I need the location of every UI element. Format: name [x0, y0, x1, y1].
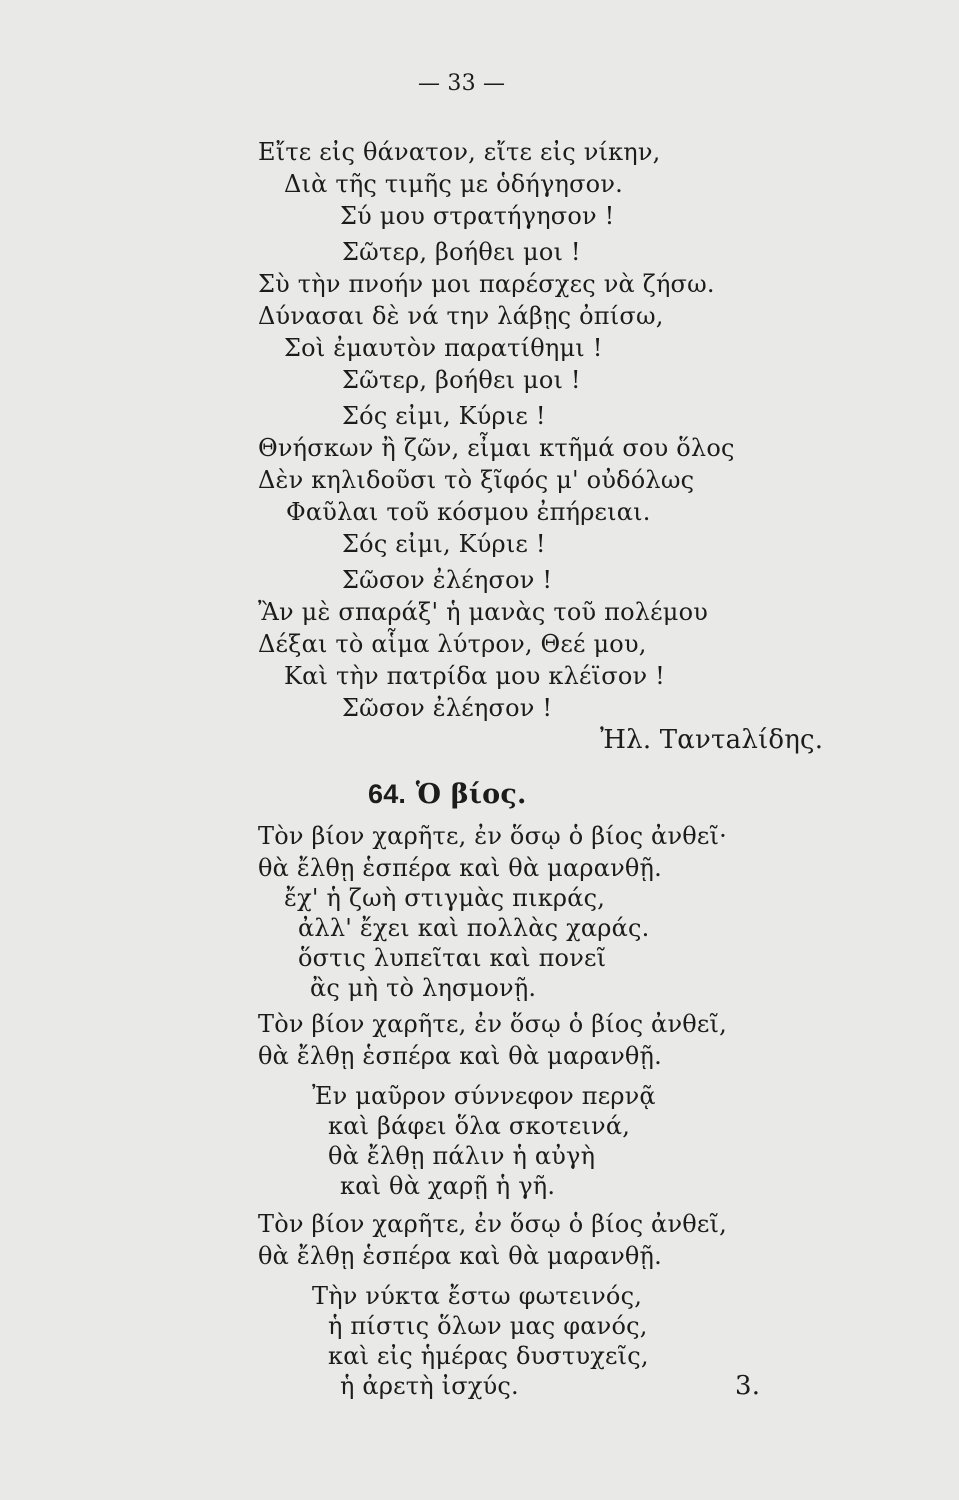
poem-1-line: Σός εἰμι, Κύριε ! — [342, 530, 546, 558]
poem-2-line: Ἐν μαῦρον σύννεφον περνᾷ — [312, 1082, 656, 1110]
signature-mark: 3. — [735, 1371, 761, 1401]
poem-1-line: Διὰ τῆς τιμῆς με ὁδήγησον. — [284, 170, 623, 198]
poem-1-line: Καὶ τὴν πατρίδα μου κλέϊσον ! — [284, 662, 665, 690]
poem-2-line: καὶ θὰ χαρῇ ἡ γῆ. — [340, 1172, 556, 1200]
section-heading — [368, 780, 527, 809]
poem-1-line: Σῶσον ἐλέησον ! — [342, 566, 553, 594]
section-title: Ὁ βίος. — [415, 779, 527, 810]
poem-2-line: Τὸν βίον χαρῆτε, ἐν ὅσῳ ὁ βίος ἀνθεῖ· — [258, 822, 727, 850]
poem-1-line: Δὲν κηλιδοῦσι τὸ ξῖφός μ' οὐδόλως — [258, 466, 695, 494]
poem-1-line: Σός εἰμι, Κύριε ! — [342, 402, 546, 430]
poem-2-line: ἂς μὴ τὸ λησμονῇ. — [310, 974, 537, 1002]
section-number: 64. — [368, 779, 407, 809]
poem-2-line: ἀλλ' ἔχει καὶ πολλὰς χαράς. — [298, 914, 650, 942]
poem-1-line: Σοὶ ἐμαυτὸν παρατίθημι ! — [284, 334, 603, 362]
poem-2-line: ὅστις λυπεῖται καὶ πονεῖ — [298, 944, 607, 972]
poem-1-line: Σῶτερ, βοήθει μοι ! — [342, 366, 581, 394]
poem-2-line: ἡ ἀρετὴ ἰσχύς. — [340, 1372, 519, 1400]
poem-2-line: Τὸν βίον χαρῆτε, ἐν ὅσῳ ὁ βίος ἀνθεῖ, — [258, 1210, 727, 1238]
poem-2-line: ἔχ' ἡ ζωὴ στιγμὰς πικράς, — [284, 884, 606, 912]
poem-1-line: Σῶτερ, βοήθει μοι ! — [342, 238, 581, 266]
poem-1-line: Σὺ τὴν πνοήν μοι παρέσχες νὰ ζήσω. — [258, 270, 715, 298]
poem-1-line: Εἴτε εἰς θάνατον, εἴτε εἰς νίκην, — [258, 138, 661, 166]
poem-2-line: θὰ ἔλθῃ ἑσπέρα καὶ θὰ μαρανθῇ. — [258, 1242, 662, 1270]
poem-2-line: καὶ εἰς ἡμέρας δυστυχεῖς, — [328, 1342, 649, 1370]
author-signature: Ἠλ. Ταντaλίδης. — [600, 725, 824, 755]
poem-1-line: Δύνασαι δὲ νά την λάβῃς ὀπίσω, — [258, 302, 664, 330]
poem-2-line: ἡ πίστις ὅλων μας φανός, — [328, 1312, 648, 1340]
page-number: — 33 — — [418, 71, 506, 96]
poem-1-line: Δέξαι τὸ αἷμα λύτρον, Θεέ μου, — [258, 630, 647, 658]
poem-2-line: Τὸν βίον χαρῆτε, ἐν ὅσῳ ὁ βίος ἀνθεῖ, — [258, 1010, 727, 1038]
poem-1-line: Σῶσον ἐλέησον ! — [342, 694, 553, 722]
poem-1-line: Ἂν μὲ σπαράξ' ἡ μανὰς τοῦ πολέμου — [258, 598, 709, 626]
poem-2-line: καὶ βάφει ὅλα σκοτεινά, — [328, 1112, 631, 1140]
poem-1-line: Θνήσκων ἢ ζῶν, εἶμαι κτῆμά σου ὅλος — [258, 434, 735, 462]
poem-2-line: θὰ ἔλθῃ ἑσπέρα καὶ θὰ μαρανθῇ. — [258, 854, 662, 882]
poem-2-line: θὰ ἔλθῃ πάλιν ἡ αὐγὴ — [328, 1142, 596, 1170]
poem-1-line: Σύ μου στρατήγησον ! — [340, 202, 615, 230]
poem-1-line: Φαῦλαι τοῦ κόσμου ἐπήρειαι. — [286, 498, 651, 526]
poem-2-line: Τὴν νύκτα ἔστω φωτεινός, — [312, 1282, 643, 1310]
poem-2-line: θὰ ἔλθῃ ἑσπέρα καὶ θὰ μαρανθῇ. — [258, 1042, 662, 1070]
